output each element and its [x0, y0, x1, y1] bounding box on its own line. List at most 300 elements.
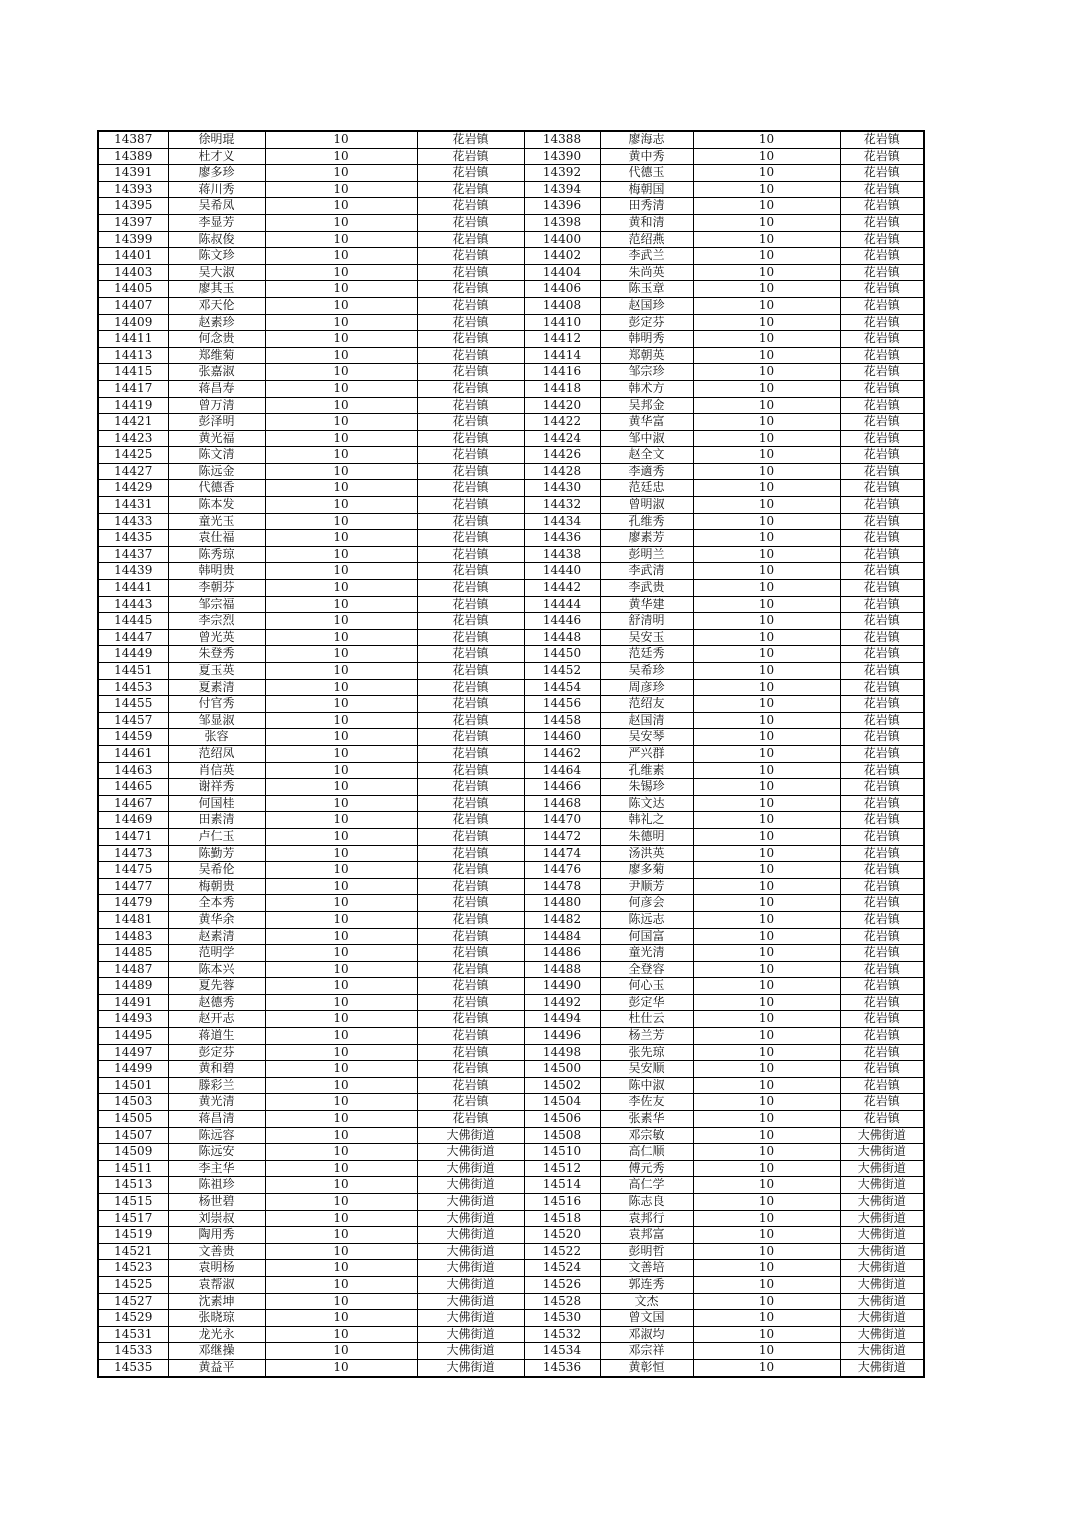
location-left-cell: 花岩镇: [417, 812, 524, 829]
id-right-cell: 14518: [524, 1210, 600, 1227]
id-right-cell: 14482: [524, 911, 600, 928]
name-right-cell: 邓淑均: [600, 1326, 693, 1343]
name-left-cell: 陶用秀: [168, 1227, 265, 1244]
amount-left-cell: 10: [265, 513, 417, 530]
name-left-cell: 付官秀: [168, 696, 265, 713]
id-left-cell: 14391: [98, 165, 168, 182]
name-right-cell: 袁邦行: [600, 1210, 693, 1227]
name-left-cell: 徐明琨: [168, 131, 265, 148]
id-right-cell: 14412: [524, 331, 600, 348]
name-right-cell: 彭定芬: [600, 314, 693, 331]
amount-left-cell: 10: [265, 131, 417, 148]
table-row: [98, 447, 924, 464]
amount-right-cell: 10: [693, 447, 840, 464]
table-row: [98, 745, 924, 762]
location-right-cell: 大佛街道: [840, 1310, 924, 1327]
name-left-cell: 韩明贵: [168, 563, 265, 580]
name-left-cell: 杜才义: [168, 148, 265, 165]
amount-right-cell: 10: [693, 978, 840, 995]
id-right-cell: 14506: [524, 1111, 600, 1128]
location-left-cell: 花岩镇: [417, 1111, 524, 1128]
name-right-cell: 朱尚英: [600, 264, 693, 281]
amount-right-cell: 10: [693, 1359, 840, 1376]
id-left-cell: 14481: [98, 911, 168, 928]
name-right-cell: 吴希珍: [600, 663, 693, 680]
location-left-cell: 花岩镇: [417, 463, 524, 480]
amount-right-cell: 10: [693, 231, 840, 248]
table-row: [98, 1210, 924, 1227]
table-row: [98, 613, 924, 630]
location-right-cell: 花岩镇: [840, 613, 924, 630]
amount-left-cell: 10: [265, 1194, 417, 1211]
amount-left-cell: 10: [265, 663, 417, 680]
id-left-cell: 14497: [98, 1044, 168, 1061]
name-left-cell: 梅朝贵: [168, 878, 265, 895]
location-right-cell: 大佛街道: [840, 1260, 924, 1277]
location-right-cell: 大佛街道: [840, 1276, 924, 1293]
id-left-cell: 14433: [98, 513, 168, 530]
amount-left-cell: 10: [265, 1177, 417, 1194]
location-left-cell: 花岩镇: [417, 131, 524, 148]
name-left-cell: 陈远安: [168, 1144, 265, 1161]
amount-left-cell: 10: [265, 679, 417, 696]
location-right-cell: 花岩镇: [840, 679, 924, 696]
id-left-cell: 14405: [98, 281, 168, 298]
id-right-cell: 14484: [524, 928, 600, 945]
table-row: [98, 729, 924, 746]
id-left-cell: 14457: [98, 712, 168, 729]
name-right-cell: 吴邦金: [600, 397, 693, 414]
location-left-cell: 大佛街道: [417, 1310, 524, 1327]
location-right-cell: 花岩镇: [840, 928, 924, 945]
id-right-cell: 14466: [524, 779, 600, 796]
location-left-cell: 花岩镇: [417, 198, 524, 215]
table-row: [98, 961, 924, 978]
location-right-cell: 花岩镇: [840, 1094, 924, 1111]
id-right-cell: 14434: [524, 513, 600, 530]
amount-right-cell: 10: [693, 1044, 840, 1061]
amount-right-cell: 10: [693, 878, 840, 895]
table-row: [98, 181, 924, 198]
amount-left-cell: 10: [265, 1243, 417, 1260]
location-left-cell: 花岩镇: [417, 563, 524, 580]
name-left-cell: 滕彩兰: [168, 1077, 265, 1094]
amount-right-cell: 10: [693, 165, 840, 182]
table-row: [98, 994, 924, 1011]
table-row: [98, 281, 924, 298]
table-row: [98, 1144, 924, 1161]
location-right-cell: 花岩镇: [840, 895, 924, 912]
amount-left-cell: 10: [265, 828, 417, 845]
location-right-cell: 花岩镇: [840, 513, 924, 530]
name-right-cell: 田秀清: [600, 198, 693, 215]
amount-left-cell: 10: [265, 497, 417, 514]
id-right-cell: 14400: [524, 231, 600, 248]
amount-left-cell: 10: [265, 812, 417, 829]
amount-right-cell: 10: [693, 845, 840, 862]
location-left-cell: 花岩镇: [417, 1077, 524, 1094]
id-right-cell: 14444: [524, 596, 600, 613]
amount-left-cell: 10: [265, 1326, 417, 1343]
id-right-cell: 14404: [524, 264, 600, 281]
amount-right-cell: 10: [693, 314, 840, 331]
name-left-cell: 文善贵: [168, 1243, 265, 1260]
id-right-cell: 14516: [524, 1194, 600, 1211]
location-left-cell: 大佛街道: [417, 1210, 524, 1227]
id-right-cell: 14522: [524, 1243, 600, 1260]
id-right-cell: 14410: [524, 314, 600, 331]
name-right-cell: 张素华: [600, 1111, 693, 1128]
location-left-cell: 花岩镇: [417, 795, 524, 812]
name-right-cell: 陈中淑: [600, 1077, 693, 1094]
amount-left-cell: 10: [265, 165, 417, 182]
name-right-cell: 陈玉章: [600, 281, 693, 298]
table-row: [98, 1293, 924, 1310]
name-right-cell: 彭明兰: [600, 546, 693, 563]
amount-right-cell: 10: [693, 729, 840, 746]
amount-left-cell: 10: [265, 1111, 417, 1128]
amount-left-cell: 10: [265, 181, 417, 198]
id-right-cell: 14432: [524, 497, 600, 514]
id-left-cell: 14387: [98, 131, 168, 148]
name-left-cell: 张晓琼: [168, 1310, 265, 1327]
id-right-cell: 14456: [524, 696, 600, 713]
location-right-cell: 花岩镇: [840, 447, 924, 464]
location-right-cell: 大佛街道: [840, 1359, 924, 1376]
location-left-cell: 大佛街道: [417, 1276, 524, 1293]
amount-right-cell: 10: [693, 961, 840, 978]
id-left-cell: 14477: [98, 878, 168, 895]
name-left-cell: 袁明杨: [168, 1260, 265, 1277]
name-left-cell: 夏素清: [168, 679, 265, 696]
amount-right-cell: 10: [693, 629, 840, 646]
location-right-cell: 花岩镇: [840, 663, 924, 680]
name-left-cell: 吴希凤: [168, 198, 265, 215]
amount-left-cell: 10: [265, 264, 417, 281]
name-right-cell: 范廷秀: [600, 646, 693, 663]
amount-right-cell: 10: [693, 911, 840, 928]
id-right-cell: 14416: [524, 364, 600, 381]
location-right-cell: 大佛街道: [840, 1194, 924, 1211]
id-left-cell: 14519: [98, 1227, 168, 1244]
amount-right-cell: 10: [693, 148, 840, 165]
table-row: [98, 1044, 924, 1061]
id-left-cell: 14505: [98, 1111, 168, 1128]
amount-left-cell: 10: [265, 961, 417, 978]
name-right-cell: 郭连秀: [600, 1276, 693, 1293]
amount-right-cell: 10: [693, 795, 840, 812]
id-right-cell: 14476: [524, 862, 600, 879]
id-right-cell: 14480: [524, 895, 600, 912]
location-right-cell: 花岩镇: [840, 248, 924, 265]
location-right-cell: 大佛街道: [840, 1210, 924, 1227]
table-row: [98, 1194, 924, 1211]
amount-right-cell: 10: [693, 779, 840, 796]
location-right-cell: 大佛街道: [840, 1343, 924, 1360]
table-body: [98, 131, 924, 1377]
location-left-cell: 大佛街道: [417, 1160, 524, 1177]
amount-right-cell: 10: [693, 380, 840, 397]
location-right-cell: 花岩镇: [840, 911, 924, 928]
id-left-cell: 14393: [98, 181, 168, 198]
name-left-cell: 何国桂: [168, 795, 265, 812]
location-left-cell: 花岩镇: [417, 1061, 524, 1078]
id-left-cell: 14389: [98, 148, 168, 165]
id-left-cell: 14415: [98, 364, 168, 381]
amount-right-cell: 10: [693, 248, 840, 265]
amount-right-cell: 10: [693, 414, 840, 431]
id-right-cell: 14388: [524, 131, 600, 148]
location-left-cell: 花岩镇: [417, 712, 524, 729]
id-left-cell: 14483: [98, 928, 168, 945]
table-row: [98, 762, 924, 779]
id-left-cell: 14495: [98, 1028, 168, 1045]
location-right-cell: 花岩镇: [840, 862, 924, 879]
table-row: [98, 463, 924, 480]
location-left-cell: 花岩镇: [417, 231, 524, 248]
name-right-cell: 张先琼: [600, 1044, 693, 1061]
table-row: [98, 945, 924, 962]
amount-right-cell: 10: [693, 214, 840, 231]
name-right-cell: 代德玉: [600, 165, 693, 182]
name-right-cell: 曾文国: [600, 1310, 693, 1327]
id-right-cell: 14496: [524, 1028, 600, 1045]
table-row: [98, 314, 924, 331]
name-right-cell: 邓宗祥: [600, 1343, 693, 1360]
name-left-cell: 陈秀琼: [168, 546, 265, 563]
amount-left-cell: 10: [265, 994, 417, 1011]
name-right-cell: 韩礼之: [600, 812, 693, 829]
amount-right-cell: 10: [693, 1293, 840, 1310]
id-left-cell: 14427: [98, 463, 168, 480]
amount-right-cell: 10: [693, 828, 840, 845]
location-right-cell: 花岩镇: [840, 380, 924, 397]
id-left-cell: 14493: [98, 1011, 168, 1028]
table-row: [98, 845, 924, 862]
id-right-cell: 14440: [524, 563, 600, 580]
table-row: [98, 513, 924, 530]
location-right-cell: 花岩镇: [840, 1028, 924, 1045]
id-right-cell: 14402: [524, 248, 600, 265]
name-right-cell: 朱锡珍: [600, 779, 693, 796]
location-right-cell: 花岩镇: [840, 530, 924, 547]
table-row: [98, 596, 924, 613]
location-left-cell: 花岩镇: [417, 214, 524, 231]
id-right-cell: 14530: [524, 1310, 600, 1327]
location-right-cell: 花岩镇: [840, 945, 924, 962]
name-left-cell: 曾万清: [168, 397, 265, 414]
table-row: [98, 1276, 924, 1293]
id-right-cell: 14448: [524, 629, 600, 646]
amount-left-cell: 10: [265, 1011, 417, 1028]
table-row: [98, 497, 924, 514]
name-right-cell: 杨兰芳: [600, 1028, 693, 1045]
location-right-cell: 大佛街道: [840, 1177, 924, 1194]
location-right-cell: 大佛街道: [840, 1160, 924, 1177]
id-right-cell: 14512: [524, 1160, 600, 1177]
location-left-cell: 花岩镇: [417, 994, 524, 1011]
location-right-cell: 花岩镇: [840, 181, 924, 198]
location-right-cell: 花岩镇: [840, 198, 924, 215]
name-left-cell: 黄和碧: [168, 1061, 265, 1078]
table-row: [98, 1359, 924, 1376]
name-left-cell: 陈本兴: [168, 961, 265, 978]
id-left-cell: 14411: [98, 331, 168, 348]
location-right-cell: 花岩镇: [840, 812, 924, 829]
table-row: [98, 430, 924, 447]
id-right-cell: 14478: [524, 878, 600, 895]
amount-right-cell: 10: [693, 530, 840, 547]
table-row: [98, 1343, 924, 1360]
id-left-cell: 14403: [98, 264, 168, 281]
id-right-cell: 14414: [524, 347, 600, 364]
name-right-cell: 尹顺芳: [600, 878, 693, 895]
name-left-cell: 朱登秀: [168, 646, 265, 663]
id-right-cell: 14392: [524, 165, 600, 182]
id-right-cell: 14458: [524, 712, 600, 729]
amount-left-cell: 10: [265, 911, 417, 928]
table-row: [98, 1260, 924, 1277]
table-row: [98, 1227, 924, 1244]
table-row: [98, 1111, 924, 1128]
location-left-cell: 花岩镇: [417, 978, 524, 995]
id-left-cell: 14487: [98, 961, 168, 978]
table-row: [98, 1077, 924, 1094]
name-left-cell: 郑维菊: [168, 347, 265, 364]
table-row: [98, 779, 924, 796]
name-left-cell: 夏先蓉: [168, 978, 265, 995]
name-right-cell: 杜仕云: [600, 1011, 693, 1028]
id-left-cell: 14453: [98, 679, 168, 696]
id-left-cell: 14485: [98, 945, 168, 962]
id-left-cell: 14441: [98, 580, 168, 597]
id-left-cell: 14397: [98, 214, 168, 231]
id-right-cell: 14492: [524, 994, 600, 1011]
name-left-cell: 黄光清: [168, 1094, 265, 1111]
name-right-cell: 李武兰: [600, 248, 693, 265]
id-left-cell: 14421: [98, 414, 168, 431]
location-left-cell: 花岩镇: [417, 580, 524, 597]
name-left-cell: 代德香: [168, 480, 265, 497]
id-left-cell: 14501: [98, 1077, 168, 1094]
amount-left-cell: 10: [265, 430, 417, 447]
id-left-cell: 14447: [98, 629, 168, 646]
id-right-cell: 14390: [524, 148, 600, 165]
amount-left-cell: 10: [265, 480, 417, 497]
amount-right-cell: 10: [693, 1276, 840, 1293]
name-left-cell: 沈素坤: [168, 1293, 265, 1310]
id-left-cell: 14439: [98, 563, 168, 580]
amount-right-cell: 10: [693, 696, 840, 713]
id-left-cell: 14395: [98, 198, 168, 215]
location-left-cell: 大佛街道: [417, 1144, 524, 1161]
name-right-cell: 陈远志: [600, 911, 693, 928]
name-left-cell: 陈叔俊: [168, 231, 265, 248]
location-left-cell: 花岩镇: [417, 347, 524, 364]
id-right-cell: 14504: [524, 1094, 600, 1111]
name-right-cell: 汤洪英: [600, 845, 693, 862]
amount-left-cell: 10: [265, 1343, 417, 1360]
name-right-cell: 高仁学: [600, 1177, 693, 1194]
id-left-cell: 14529: [98, 1310, 168, 1327]
name-left-cell: 黄光福: [168, 430, 265, 447]
id-right-cell: 14436: [524, 530, 600, 547]
name-left-cell: 陈勤芳: [168, 845, 265, 862]
id-right-cell: 14514: [524, 1177, 600, 1194]
amount-right-cell: 10: [693, 463, 840, 480]
table-row: [98, 1094, 924, 1111]
id-left-cell: 14475: [98, 862, 168, 879]
id-right-cell: 14532: [524, 1326, 600, 1343]
id-right-cell: 14468: [524, 795, 600, 812]
location-left-cell: 大佛街道: [417, 1243, 524, 1260]
location-left-cell: 花岩镇: [417, 497, 524, 514]
amount-right-cell: 10: [693, 1227, 840, 1244]
table-row: [98, 1160, 924, 1177]
amount-left-cell: 10: [265, 198, 417, 215]
amount-left-cell: 10: [265, 646, 417, 663]
location-right-cell: 花岩镇: [840, 148, 924, 165]
name-left-cell: 黄益平: [168, 1359, 265, 1376]
amount-right-cell: 10: [693, 1210, 840, 1227]
amount-right-cell: 10: [693, 1326, 840, 1343]
amount-right-cell: 10: [693, 1111, 840, 1128]
amount-left-cell: 10: [265, 845, 417, 862]
location-left-cell: 花岩镇: [417, 513, 524, 530]
id-left-cell: 14509: [98, 1144, 168, 1161]
name-right-cell: 袁邦富: [600, 1227, 693, 1244]
amount-right-cell: 10: [693, 679, 840, 696]
amount-left-cell: 10: [265, 281, 417, 298]
table-row: [98, 1326, 924, 1343]
table-row: [98, 347, 924, 364]
table-row: [98, 1243, 924, 1260]
id-left-cell: 14499: [98, 1061, 168, 1078]
amount-right-cell: 10: [693, 131, 840, 148]
table-row: [98, 563, 924, 580]
amount-left-cell: 10: [265, 580, 417, 597]
name-right-cell: 范绍燕: [600, 231, 693, 248]
location-right-cell: 花岩镇: [840, 646, 924, 663]
amount-right-cell: 10: [693, 1094, 840, 1111]
amount-right-cell: 10: [693, 1061, 840, 1078]
id-left-cell: 14443: [98, 596, 168, 613]
location-left-cell: 花岩镇: [417, 663, 524, 680]
name-left-cell: 张容: [168, 729, 265, 746]
table-row: [98, 198, 924, 215]
amount-left-cell: 10: [265, 712, 417, 729]
name-left-cell: 杨世碧: [168, 1194, 265, 1211]
location-right-cell: 花岩镇: [840, 745, 924, 762]
id-right-cell: 14422: [524, 414, 600, 431]
location-left-cell: 花岩镇: [417, 779, 524, 796]
location-left-cell: 花岩镇: [417, 1044, 524, 1061]
amount-left-cell: 10: [265, 1127, 417, 1144]
amount-right-cell: 10: [693, 546, 840, 563]
table-row: [98, 231, 924, 248]
amount-right-cell: 10: [693, 563, 840, 580]
amount-left-cell: 10: [265, 380, 417, 397]
amount-right-cell: 10: [693, 945, 840, 962]
name-left-cell: 邓继操: [168, 1343, 265, 1360]
name-left-cell: 陈远容: [168, 1127, 265, 1144]
table-row: [98, 214, 924, 231]
table-row: [98, 812, 924, 829]
location-left-cell: 花岩镇: [417, 1011, 524, 1028]
name-right-cell: 傅元秀: [600, 1160, 693, 1177]
location-left-cell: 大佛街道: [417, 1359, 524, 1376]
amount-right-cell: 10: [693, 663, 840, 680]
